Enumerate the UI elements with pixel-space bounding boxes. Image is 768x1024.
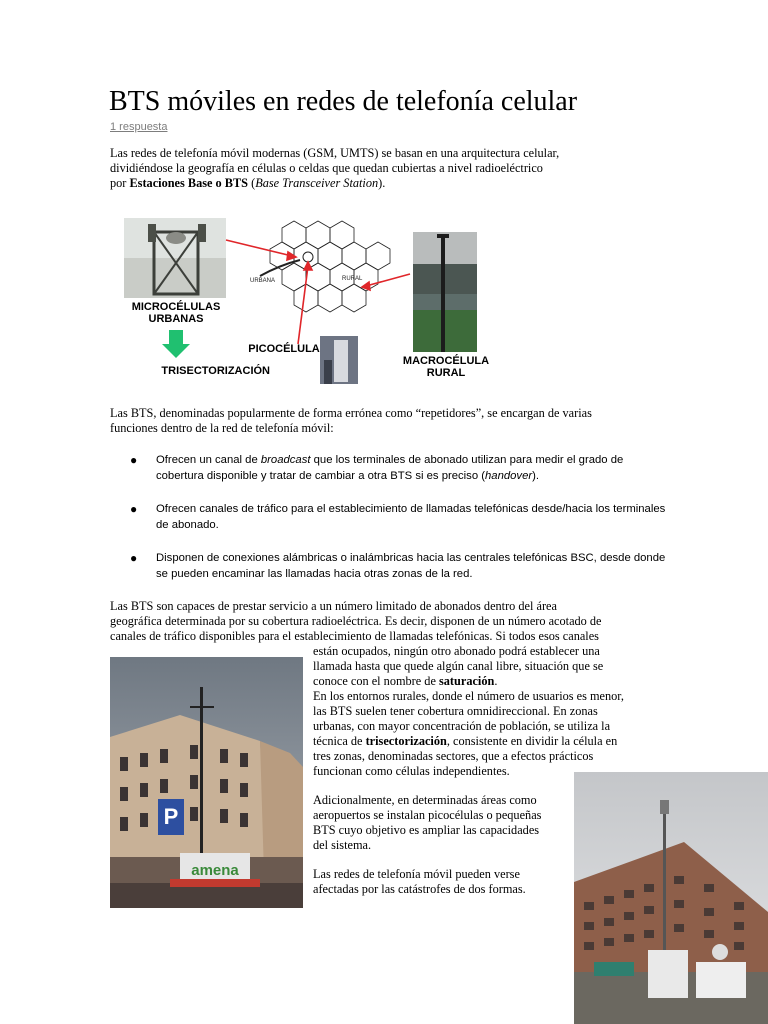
photo-building-bts-svg (574, 772, 768, 1024)
capacity-line: Las BTS son capaces de prestar servicio a un número limitado de abonados dentro del área (110, 599, 557, 613)
capacity-line: están ocupados, ningún otro abonado podrá establecer una (313, 644, 600, 658)
micro-tower-photo (124, 218, 226, 298)
capacity-line: técnica de trisectorización, consistente en dividir la célula en (313, 734, 618, 748)
bullet-dot-icon: ● (130, 502, 138, 516)
photo-urban-bts-svg (110, 657, 303, 908)
capacity-line: las BTS suelen tener cobertura omnidireccional. En zonas (313, 704, 598, 718)
list-item: ● Disponen de conexiones alámbricas o inalámbricas hacia las centrales telefónicas BSC, desde donde se pueden encaminar las llamadas hacia otras zonas de la red. (130, 551, 666, 580)
functions-intro (110, 406, 650, 436)
capacity-line: llamada hasta que quede algún canal libre, situación que se (313, 659, 604, 673)
capacity-line: En los entornos rurales, donde el número de usuarios es menor, (313, 689, 624, 703)
cell-diagram (110, 210, 500, 390)
label-picocell: PICOCÉLULA (248, 343, 320, 355)
picocell-paragraph (313, 793, 573, 853)
term-handover: handover (485, 470, 533, 482)
intro-line-1: Las redes de telefonía móvil modernas (GSM, UMTS) se basan en una arquitectura celular, (110, 146, 560, 160)
urban-arrow (260, 260, 300, 276)
capacity-paragraph (110, 599, 670, 644)
capacity-line: tres zonas, denominadas sectores, que a efectos prácticos (313, 749, 594, 763)
disaster-line: afectadas por las catástrofes de dos formas. (313, 882, 526, 896)
intro-line-3: por Estaciones Base o BTS (Base Transceiver Station). (110, 176, 386, 190)
bts-term: Estaciones Base o BTS (129, 176, 249, 190)
intro-line-2: dividiéndose la geografía en células o celdas que quedan cubiertas a nivel radioeléctrico (110, 161, 543, 175)
parking-sign-letter: P (163, 804, 179, 829)
bullet-dot-icon: ● (130, 551, 138, 565)
capacity-line: urbanas, con mayor concentración de población, se utiliza la (313, 719, 611, 733)
label-rural: RURAL (342, 276, 363, 282)
picocell-line: del sistema. (313, 838, 372, 852)
capacity-line: canales de tráfico disponibles para el establecimiento de llamadas telefónicas. Si todos esos canales (110, 629, 599, 643)
page-title: BTS móviles en redes de telefonía celular (109, 86, 578, 117)
capacity-paragraph-wrap (313, 644, 658, 779)
capacity-line: geográfica determinada por su cobertura radioeléctrica. Es decir, disponen de un número acotado de (110, 614, 602, 628)
bullet-dot-icon: ● (130, 453, 138, 467)
capacity-line: funcionan como células independientes. (313, 764, 510, 778)
photo-building-bts (574, 772, 768, 1024)
amena-banner-text: amena (191, 862, 239, 879)
label-trisectorization: TRISECTORIZACIÓN (161, 365, 270, 377)
functions-list (110, 452, 670, 599)
green-down-arrow (162, 330, 190, 358)
label-urbana: URBANA (250, 278, 276, 284)
picocell-line: Adicionalmente, en determinadas áreas como (313, 793, 537, 807)
term-trisectorization: trisectorización (365, 734, 447, 748)
picocell-line: BTS cuyo objetivo es ampliar las capacidades (313, 823, 540, 837)
term-saturation: saturación (439, 674, 495, 688)
functions-line-2: funciones dentro de la red de telefonía móvil: (110, 421, 334, 435)
functions-line-1: Las BTS, denominadas popularmente de forma errónea como “repetidores”, se encargan de varias (110, 406, 592, 420)
list-item: ● Ofrecen canales de tráfico para el establecimiento de llamadas telefónicas desde/hacia los terminales de abonado. (130, 502, 666, 531)
picocell-line: aeropuertos se instalan picocélulas o pequeñas (313, 808, 542, 822)
term-broadcast: broadcast (260, 454, 311, 466)
replies-link[interactable]: 1 respuesta (110, 121, 168, 133)
intro-paragraph (110, 146, 630, 191)
label-macrocell: MACROCÉLULA RURAL (402, 355, 490, 379)
disaster-line: Las redes de telefonía móvil pueden verse (313, 867, 520, 881)
capacity-line: conoce con el nombre de saturación. (313, 674, 498, 688)
photo-urban-bts (110, 657, 303, 908)
label-microcells: MICROCÉLULAS URBANAS (131, 301, 221, 325)
bts-expansion: Base Transceiver Station (255, 176, 379, 190)
macro-tower-photo (413, 232, 477, 352)
hexagon-grid (270, 221, 390, 312)
list-item: ● Ofrecen un canal de broadcast que los terminales de abonado utilizan para medir el grado de cobertura disponible y tratar de cambiar a otra BTS si es preciso (handover). (130, 453, 624, 482)
disaster-paragraph (313, 867, 573, 897)
